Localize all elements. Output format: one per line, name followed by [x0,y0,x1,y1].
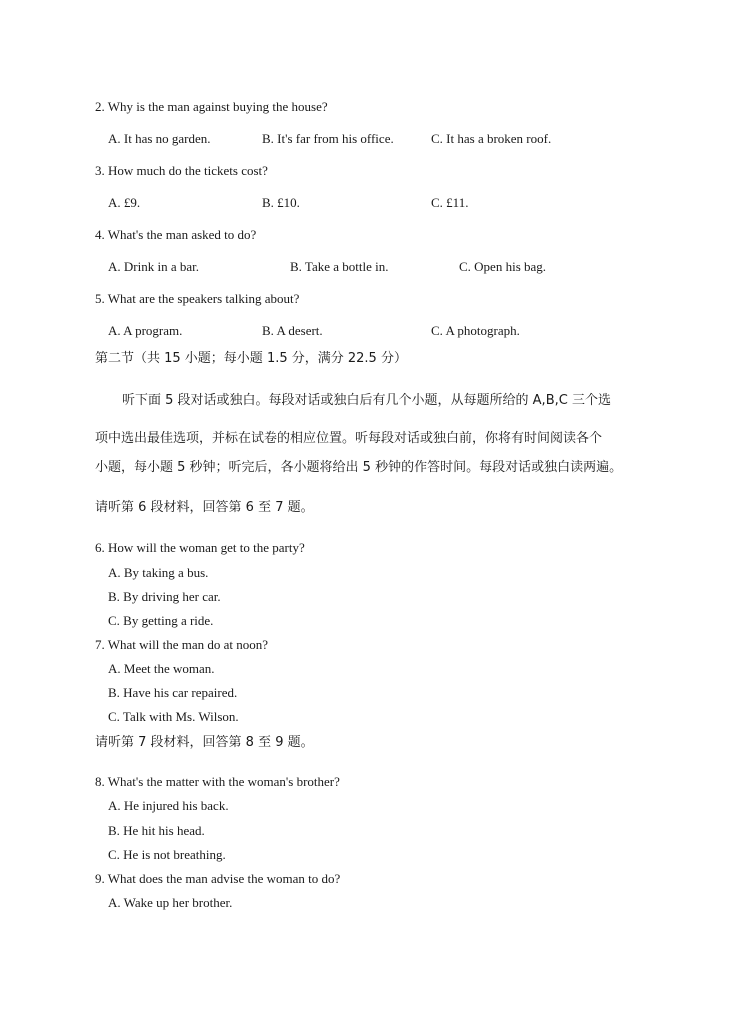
option-b: B. Take a bottle in. [290,259,389,274]
material-6-instruction: 请听第 6 段材料，回答第 6 至 7 题。 [95,500,314,515]
instruction-line-1: 听下面 5 段对话或独白。每段对话或独白后有几个小题，从每题所给的 A,B,C 三个选 [122,393,611,408]
question-4: 4. What's the man asked to do? [95,227,257,242]
material-7-instruction: 请听第 7 段材料，回答第 8 至 9 题。 [95,735,314,750]
option-c: C. £11. [431,195,469,210]
instruction-line-3: 小题，每小题 5 秒钟；听完后，各小题将给出 5 秒钟的作答时间。每段对话或独白读两遍。 [95,460,623,475]
option-c: C. Talk with Ms. Wilson. [108,709,239,724]
option-b: B. It's far from his office. [262,131,394,146]
question-9: 9. What does the man advise the woman to do? [95,871,341,886]
option-a: A. By taking a bus. [108,565,209,580]
option-c: C. It has a broken roof. [431,131,552,146]
option-b: B. By driving her car. [108,589,221,604]
option-b: B. £10. [262,195,300,210]
option-c: C. Open his bag. [459,259,547,274]
option-c: C. A photograph. [431,323,520,338]
option-a: A. He injured his back. [108,798,229,813]
option-b: B. Have his car repaired. [108,685,238,700]
option-a: A. £9. [108,195,141,210]
option-b: B. He hit his head. [108,823,205,838]
option-a: A. It has no garden. [108,131,211,146]
option-c: C. By getting a ride. [108,613,214,628]
section-heading: 第二节（共 15 小题；每小题 1.5 分，满分 22.5 分） [95,351,407,366]
question-8: 8. What's the matter with the woman's brother? [95,774,340,789]
question-7: 7. What will the man do at noon? [95,637,269,652]
option-a: A. Drink in a bar. [108,259,199,274]
option-a: A. Meet the woman. [108,661,215,676]
instruction-line-2: 项中选出最佳选项，并标在试卷的相应位置。听每段对话或独白前，你将有时间阅读各个 [95,431,603,446]
question-5: 5. What are the speakers talking about? [95,291,300,306]
option-a: A. A program. [108,323,183,338]
option-a: A. Wake up her brother. [108,895,233,910]
option-c: C. He is not breathing. [108,847,226,862]
question-6: 6. How will the woman get to the party? [95,540,305,555]
option-b: B. A desert. [262,323,323,338]
question-2: 2. Why is the man against buying the house? [95,99,328,114]
question-3: 3. How much do the tickets cost? [95,163,268,178]
